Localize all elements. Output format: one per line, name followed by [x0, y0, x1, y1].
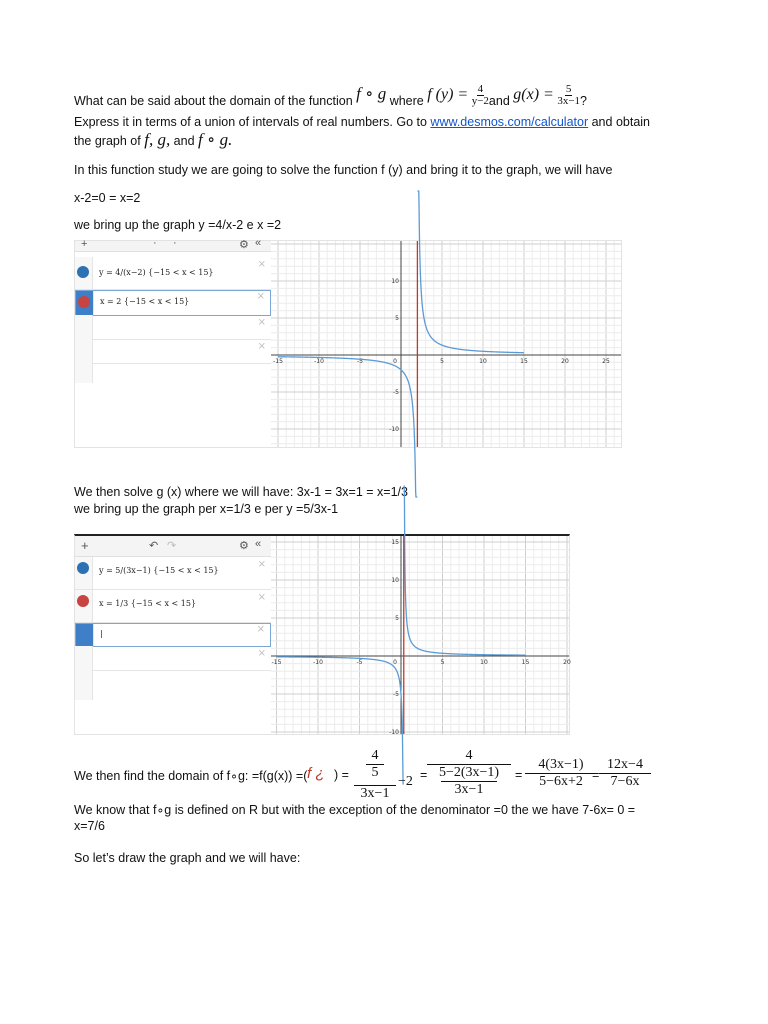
- expression-row-3-active[interactable]: [75, 623, 271, 647]
- fog-symbol: f ∘ g: [356, 84, 387, 103]
- paragraph-7b: x=7/6: [74, 819, 105, 833]
- paragraph-8: So let’s draw the graph and we will have:: [74, 851, 301, 865]
- g-definition-lhs: g(x) =: [513, 86, 554, 103]
- close-icon[interactable]: ×: [257, 259, 266, 270]
- collapse-icon[interactable]: «: [255, 237, 262, 249]
- line3-text-a: the graph of: [74, 134, 141, 148]
- x-tick-label: 0: [393, 659, 397, 666]
- expression-toolbar-1: [75, 237, 271, 252]
- text-cursor[interactable]: |: [100, 629, 103, 638]
- term1-mid: 5: [366, 764, 384, 781]
- row-index: [75, 315, 93, 339]
- expression-row-4[interactable]: [75, 646, 271, 671]
- x-tick-label: 20: [561, 358, 569, 365]
- redo-icon[interactable]: ·: [173, 237, 177, 249]
- g-symbol: , g,: [148, 130, 171, 149]
- y-tick-label: -10: [389, 729, 399, 736]
- row-index-active: [76, 624, 94, 646]
- redo-icon[interactable]: ↷: [167, 540, 177, 552]
- and-text: and: [488, 94, 510, 108]
- term1-top: 4: [371, 748, 379, 763]
- close-icon[interactable]: ×: [257, 559, 266, 570]
- curve-color-icon[interactable]: [77, 266, 89, 278]
- x-tick-label: -5: [357, 358, 363, 365]
- y-tick-label: 5: [395, 315, 399, 322]
- expression-row-5[interactable]: [75, 363, 271, 383]
- term2-top: 4: [465, 748, 473, 763]
- expression-1[interactable]: y = 4/(x−2) {−15 < x < 15}: [99, 268, 214, 277]
- f-symbol: f: [144, 130, 149, 149]
- row-index: [75, 646, 93, 670]
- expression-row-5[interactable]: [75, 670, 271, 700]
- f-fraction: [472, 84, 489, 107]
- question-line-1: [74, 84, 587, 114]
- expression-1[interactable]: y = 5/(3x−1) {−15 < x < 15}: [99, 566, 219, 575]
- undo-icon[interactable]: ·: [153, 237, 157, 249]
- equals-3: =: [592, 768, 600, 782]
- add-icon[interactable]: +: [81, 238, 88, 250]
- term4-fraction: [599, 757, 651, 790]
- term1-fraction: [354, 748, 396, 802]
- expression-panel-1: [75, 237, 271, 447]
- composition-close: ) =: [334, 768, 349, 782]
- term3-fraction: [525, 757, 600, 790]
- paragraph-3: we bring up the graph y =4/x-2 e x =2: [74, 218, 282, 232]
- term4-numerator: 12x−4: [599, 757, 651, 774]
- expression-toolbar-2: [75, 536, 271, 557]
- desmos-link[interactable]: www.desmos.com/calculator: [430, 115, 589, 129]
- x-tick-label: -15: [271, 659, 282, 666]
- x-tick-label: -10: [313, 659, 323, 666]
- expression-row-1[interactable]: [75, 257, 271, 290]
- close-icon[interactable]: ×: [257, 341, 266, 352]
- expression-row-3[interactable]: [75, 315, 271, 340]
- x-tick-label: -10: [314, 358, 324, 365]
- expression-2[interactable]: x = 2 {−15 < x < 15}: [100, 297, 190, 306]
- graph-canvas-1[interactable]: [271, 241, 621, 447]
- paragraph-4: We then solve g (x) where we will have: 3x-1 = 3x=1 = x=1/3: [74, 485, 408, 499]
- line2-text-b: and obtain: [591, 115, 650, 129]
- fog-symbol-end: f ∘ g.: [198, 130, 233, 149]
- add-icon[interactable]: +: [81, 538, 89, 553]
- y-tick-label: -5: [393, 691, 399, 698]
- line-color-icon[interactable]: [78, 296, 90, 308]
- close-icon[interactable]: ×: [256, 291, 265, 302]
- expression-row-1[interactable]: [75, 557, 271, 590]
- y-tick-label: 5: [395, 615, 399, 622]
- close-icon[interactable]: ×: [257, 648, 266, 659]
- x-tick-label: 20: [563, 659, 571, 666]
- y-tick-label: 10: [391, 577, 399, 584]
- g-fraction: [557, 84, 580, 107]
- close-icon[interactable]: ×: [257, 592, 266, 603]
- where-text: where: [389, 94, 424, 108]
- row-index: [75, 363, 93, 383]
- term3-numerator: 4(3x−1): [525, 757, 597, 774]
- equals-2: =: [515, 768, 523, 782]
- composition-equation: [74, 748, 734, 804]
- question-mark: ?: [580, 94, 587, 108]
- x-tick-label: 15: [520, 358, 528, 365]
- function-curve: [404, 486, 526, 655]
- graph-canvas-2[interactable]: [271, 536, 569, 734]
- undo-icon[interactable]: ↶: [149, 540, 159, 552]
- question-line-2: [74, 115, 650, 129]
- paragraph-5: we bring up the graph per x=1/3 e per y =5/3x-1: [74, 502, 339, 516]
- term4-denominator: 7−6x: [610, 774, 640, 789]
- x-tick-label: 25: [602, 358, 610, 365]
- line2-text-a: Express it in terms of a union of intervals of real numbers. Go to: [74, 115, 427, 129]
- y-tick-label: 10: [391, 278, 399, 285]
- line-color-icon[interactable]: [77, 595, 89, 607]
- x-tick-label: 15: [521, 659, 530, 666]
- f-denominator: y−2: [471, 95, 489, 108]
- term3-denominator: 5−6x+2: [539, 774, 583, 789]
- term1-denominator: 3x−1: [354, 785, 396, 802]
- x-tick-label: 5: [440, 659, 445, 666]
- term2-mid: 5−2(3x−1): [427, 764, 511, 781]
- close-icon[interactable]: ×: [257, 317, 266, 328]
- equals-1: =: [420, 768, 428, 782]
- term2-fraction: [427, 748, 511, 798]
- term2-denominator: 3x−1: [441, 781, 497, 798]
- g-denominator: 3x−1: [557, 95, 581, 108]
- expression-2[interactable]: x = 1/3 {−15 < x < 15}: [99, 599, 197, 608]
- collapse-icon[interactable]: «: [255, 538, 262, 550]
- f-inverted-question: f ¿: [307, 765, 325, 782]
- x-tick-label: 5: [440, 358, 444, 365]
- expression-row-2[interactable]: [75, 290, 271, 316]
- gear-icon[interactable]: ⚙: [239, 239, 249, 251]
- x-tick-label: 10: [480, 659, 488, 666]
- expression-row-4[interactable]: [75, 339, 271, 364]
- y-tick-label: 15: [391, 539, 399, 546]
- composition-prefix: We then find the domain of f∘g: =f(g(x)) =(: [74, 769, 308, 783]
- f-definition-lhs: f (y) =: [427, 86, 469, 103]
- f-numerator: 4: [477, 83, 484, 96]
- x-tick-label: -15: [273, 358, 283, 365]
- expression-row-2[interactable]: [75, 590, 271, 623]
- x-tick-label: 10: [479, 358, 487, 365]
- question-line-3: [74, 130, 232, 150]
- curve-color-icon[interactable]: [77, 562, 89, 574]
- question-prefix: What can be said about the domain of the function: [74, 94, 353, 108]
- paragraph-2: x-2=0 = x=2: [74, 191, 141, 205]
- x-tick-label: 0: [393, 358, 397, 365]
- close-icon[interactable]: ×: [256, 624, 265, 635]
- desmos-screenshot-1: [74, 237, 622, 448]
- y-tick-label: -10: [389, 426, 399, 433]
- row-index: [75, 339, 93, 363]
- x-tick-label: -5: [356, 659, 363, 666]
- paragraph-7a: We know that f∘g is defined on R but with the exception of the denominator =0 the we have 7-6x= 0 =: [74, 803, 636, 817]
- desmos-screenshot-2: [74, 534, 570, 735]
- and-text-2: and: [173, 134, 195, 148]
- paragraph-1: In this function study we are going to solve the function f (y) and bring it to the graph, we will have: [74, 163, 613, 177]
- y-tick-label: -5: [393, 389, 399, 396]
- g-numerator: 5: [565, 83, 572, 96]
- expression-panel-2: [75, 536, 271, 734]
- row-index: [75, 670, 93, 700]
- gear-icon[interactable]: ⚙: [239, 540, 249, 552]
- minus-two: −2: [398, 774, 413, 789]
